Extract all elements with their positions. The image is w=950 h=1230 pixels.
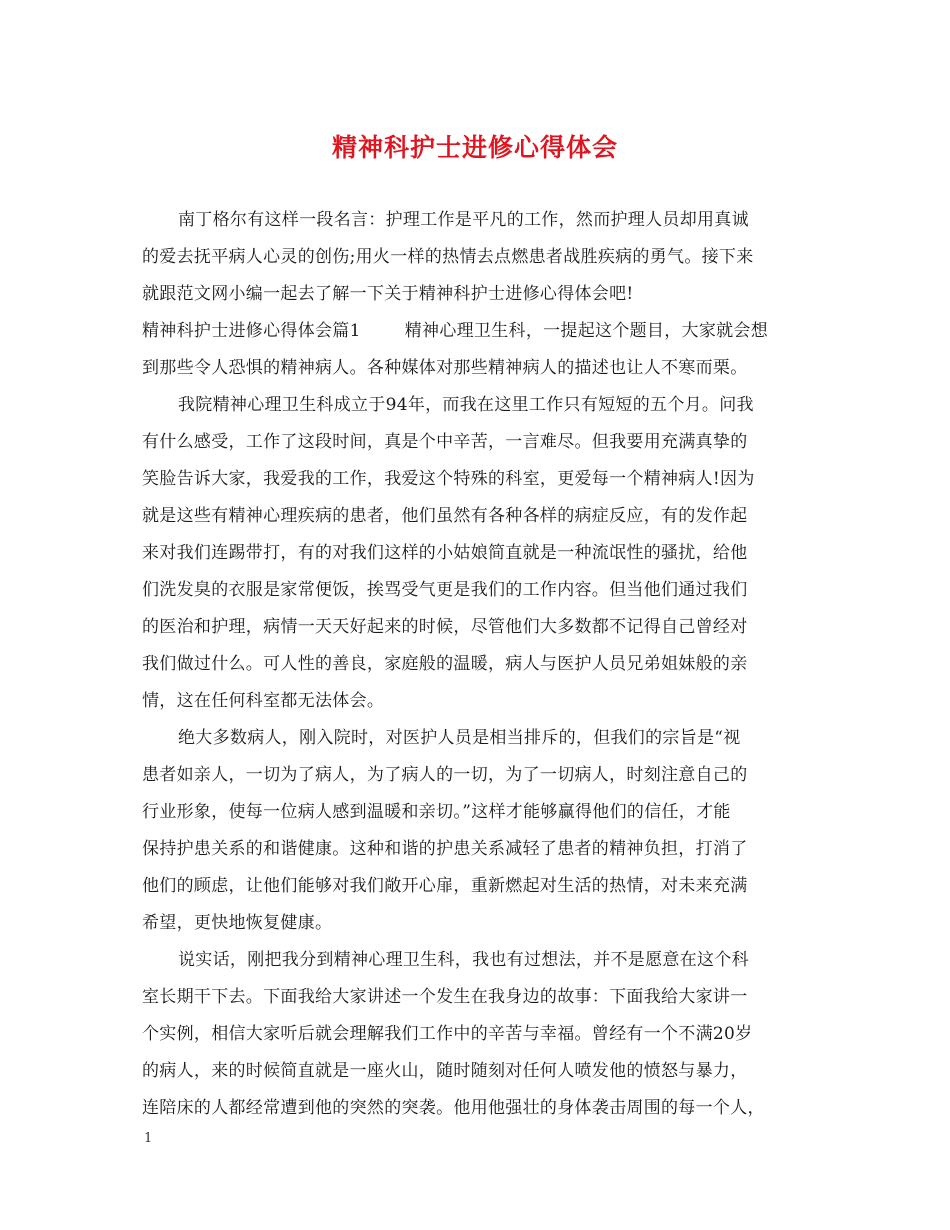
text-line xyxy=(142,1016,812,1053)
text-line-content: 的病人，来的时候简直就是一座火山，随时随刻对任何人喷发他的愤怒与暴力， xyxy=(142,1061,748,1081)
page-number: 1 xyxy=(144,1131,153,1146)
text-line-content: 精神科护士进修心得体会篇1 xyxy=(142,321,361,341)
text-line-content: 南丁格尔有这样一段名言：护理工作是平凡的工作，然而护理人员却用真诚 xyxy=(178,210,749,230)
text-line xyxy=(142,942,812,979)
text-line-content: 说实话，刚把我分到精神心理卫生科，我也有过想法，并不是愿意在这个科 xyxy=(178,950,749,970)
text-line xyxy=(142,609,812,646)
text-line xyxy=(142,424,812,461)
text-line xyxy=(142,720,812,757)
text-line xyxy=(142,350,812,387)
text-line-content: 的爱去抚平病人心灵的创伤;用火一样的热情去点燃患者战胜疾病的勇气。接下来 xyxy=(142,247,754,267)
text-line xyxy=(142,1090,812,1127)
text-line xyxy=(142,387,812,424)
text-line-content: 的医治和护理，病情一天天好起来的时候，尽管他们大多数都不记得自己曾经对 xyxy=(142,617,748,637)
text-line-content: 保持护患关系的和谐健康。这种和谐的护患关系减轻了患者的精神负担，打消了 xyxy=(142,839,748,859)
text-line-content: 们洗发臭的衣服是家常便饭，挨骂受气更是我们的工作内容。但当他们通过我们 xyxy=(142,580,748,600)
text-line-content: 他们的顾虑，让他们能够对我们敞开心扉，重新燃起对生活的热情，对未来充满 xyxy=(142,876,748,896)
text-line xyxy=(142,831,812,868)
text-line-content: 我院精神心理卫生科成立于94年，而我在这里工作只有短短的五个月。问我 xyxy=(178,395,754,415)
text-line xyxy=(142,757,812,794)
text-line xyxy=(142,979,812,1016)
text-line xyxy=(142,461,812,498)
text-line xyxy=(142,1053,812,1090)
text-line-content: 室长期干下去。下面我给大家讲述一个发生在我身边的故事：下面我给大家讲一 xyxy=(142,987,748,1007)
text-line xyxy=(142,683,812,720)
text-line-content: 情，这在任何科室都无法体会。 xyxy=(142,691,385,711)
text-line xyxy=(142,646,812,683)
text-line-content: 连陪床的人都经常遭到他的突然的突袭。他用他强壮的身体袭击周围的每一个人， xyxy=(142,1098,765,1118)
text-line-continuation: 精神心理卫生科，一提起这个题目，大家就会想 xyxy=(404,321,769,341)
text-line xyxy=(142,905,812,942)
text-line-content: 行业形象，使每一位病人感到温暖和亲切。”这样才能够赢得他们的信任，才能 xyxy=(142,802,731,822)
text-line xyxy=(142,239,812,276)
text-line-content: 就是这些有精神心理疾病的患者，他们虽然有各种各样的病症反应，有的发作起 xyxy=(142,506,748,526)
text-line-content: 到那些令人恐惧的精神病人。各种媒体对那些精神病人的描述也让人不寒而栗。 xyxy=(142,358,748,378)
text-line-content: 有什么感受，工作了这段时间，真是个中辛苦，一言难尽。但我要用充满真挚的 xyxy=(142,432,748,452)
text-line xyxy=(142,535,812,572)
text-line-content: 患者如亲人，一切为了病人，为了病人的一切，为了一切病人，时刻注意自己的 xyxy=(142,765,748,785)
text-line xyxy=(142,313,812,350)
document-body xyxy=(142,202,812,1127)
document-title: 精神科护士进修心得体会 xyxy=(331,133,618,162)
text-line xyxy=(142,794,812,831)
text-line xyxy=(142,276,812,313)
text-line xyxy=(142,498,812,535)
text-line-content: 就跟范文网小编一起去了解一下关于精神科护士进修心得体会吧! xyxy=(142,284,634,304)
text-line-content: 绝大多数病人，刚入院时，对医护人员是相当排斥的，但我们的宗旨是“视 xyxy=(178,728,741,748)
text-line-content: 个实例，相信大家听后就会理解我们工作中的辛苦与幸福。曾经有一个不满20岁 xyxy=(142,1024,753,1044)
text-line-content: 笑脸告诉大家，我爱我的工作，我爱这个特殊的科室，更爱每一个精神病人!因为 xyxy=(142,469,755,489)
text-line-content: 希望，更快地恢复健康。 xyxy=(142,913,333,933)
text-line xyxy=(142,572,812,609)
text-line-content: 来对我们连踢带打，有的对我们这样的小姑娘简直就是一种流氓性的骚扰，给他 xyxy=(142,543,748,563)
text-line xyxy=(142,868,812,905)
text-line-content: 我们做过什么。可人性的善良，家庭般的温暖，病人与医护人员兄弟姐妹般的亲 xyxy=(142,654,748,674)
text-line xyxy=(142,202,812,239)
